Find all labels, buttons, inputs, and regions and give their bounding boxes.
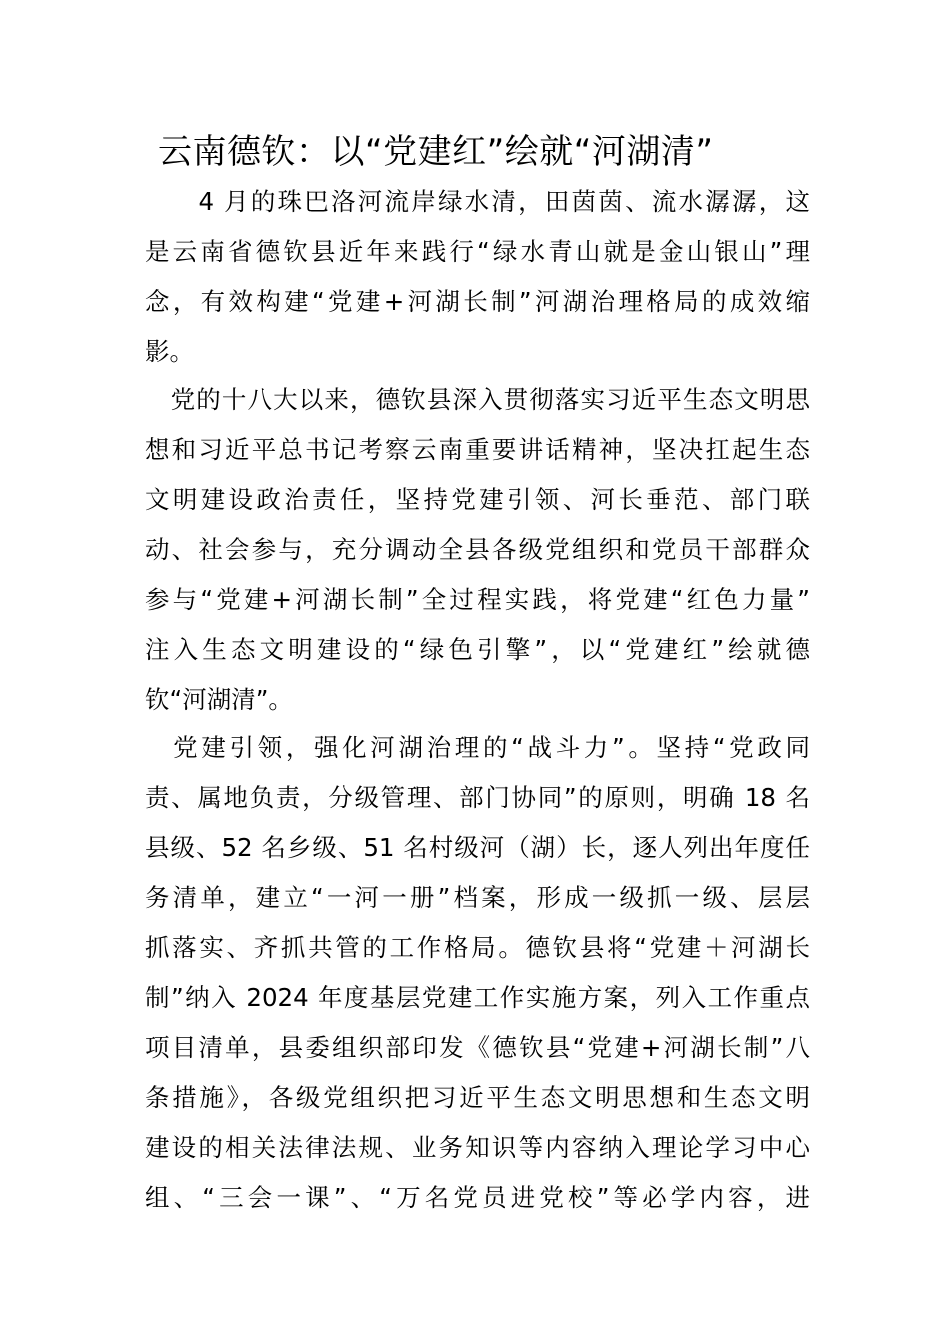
paragraph-line: 党的十八大以来，德钦县深入贯彻落实习近平生态文明思 — [145, 385, 810, 414]
paragraph-line: 条措施》，各级党组织把习近平生态文明思想和生态文明 — [145, 1083, 810, 1112]
document-title: 云南德钦：以“党建红”绘就“河湖清” — [158, 132, 714, 172]
paragraph-line: 务清单，建立“一河一册”档案，形成一级抓一级、层层 — [145, 883, 810, 912]
paragraph-line: 文明建设政治责任，坚持党建引领、河长垂范、部门联 — [145, 485, 810, 514]
paragraph-line: 是云南省德钦县近年来践行“绿水青山就是金山银山”理 — [145, 237, 810, 266]
paragraph-line: 注入生态文明建设的“绿色引擎”，以“党建红”绘就德 — [145, 635, 810, 664]
paragraph-line: 组、“三会一课”、“万名党员进党校”等必学内容，进 — [145, 1183, 810, 1212]
paragraph-line: 责、属地负责，分级管理、部门协同”的原则，明确 18 名 — [145, 783, 810, 812]
paragraph-line: 制”纳入 2024 年度基层党建工作实施方案，列入工作重点 — [145, 983, 810, 1012]
paragraph-line: 4 月的珠巴洛河流岸绿水清，田茵茵、流水潺潺，这 — [145, 187, 810, 216]
paragraph-line: 建设的相关法律法规、业务知识等内容纳入理论学习中心 — [145, 1133, 810, 1162]
paragraph-line: 参与“党建+河湖长制”全过程实践，将党建“红色力量” — [145, 585, 810, 614]
paragraph-line: 动、社会参与，充分调动全县各级党组织和党员干部群众 — [145, 535, 810, 564]
paragraph-line: 想和习近平总书记考察云南重要讲话精神，坚决扛起生态 — [145, 435, 810, 464]
paragraph-line: 影。 — [145, 337, 194, 366]
paragraph-line: 党建引领，强化河湖治理的“战斗力”。坚持“党政同 — [145, 733, 810, 762]
paragraph-line: 县级、52 名乡级、51 名村级河（湖）长，逐人列出年度任 — [145, 833, 810, 862]
paragraph-line: 钦“河湖清”。 — [145, 685, 293, 714]
paragraph-line: 项目清单，县委组织部印发《德钦县“党建+河湖长制”八 — [145, 1033, 810, 1062]
paragraph-line: 念，有效构建“党建+河湖长制”河湖治理格局的成效缩 — [145, 287, 810, 316]
paragraph-line: 抓落实、齐抓共管的工作格局。德钦县将“党建＋河湖长 — [145, 933, 810, 962]
